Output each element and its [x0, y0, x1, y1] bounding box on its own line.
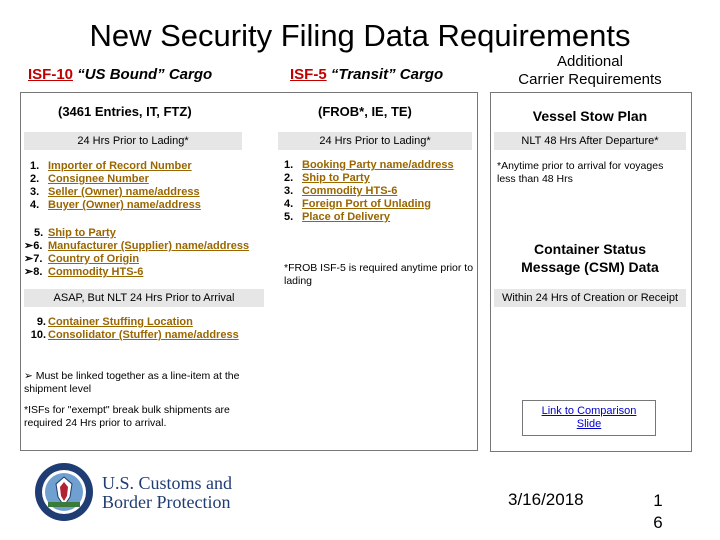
col3-header: [490, 53, 690, 89]
comparison-link[interactable]: [523, 405, 655, 431]
slide-title: New Security Filing Data Requirements: [89, 18, 631, 53]
item-num: 4.: [284, 198, 294, 210]
col3-header-line1: Additional: [557, 53, 623, 70]
item-link[interactable]: Booking Party name/address: [302, 159, 454, 171]
item-num: 1.: [30, 160, 40, 172]
col2-subtitle: (FROB*, IE, TE): [318, 104, 412, 119]
col1-timing-bar: 24 Hrs Prior to Lading*: [24, 132, 242, 150]
list-item: [24, 316, 284, 329]
list-item: [30, 160, 260, 173]
item-num: 2.: [30, 173, 40, 185]
item-link[interactable]: Seller (Owner) name/address: [48, 186, 200, 198]
item-link[interactable]: Consolidator (Stuffer) name/address: [48, 329, 239, 341]
isf10-link[interactable]: ISF-10: [28, 66, 74, 83]
comparison-link-line2[interactable]: Slide: [576, 418, 602, 430]
item-link[interactable]: Container Stuffing Location: [48, 316, 193, 328]
vsp-timing-bar: NLT 48 Hrs After Departure*: [494, 132, 686, 150]
cbp-logo-line1: U.S. Customs and: [102, 473, 233, 493]
list-item: [24, 266, 264, 279]
vsp-note: *Anytime prior to arrival for voyages less than 48 Hrs: [497, 160, 664, 185]
list-item: [30, 186, 260, 199]
line-item-note: ➢ Must be linked together as a line-item at the shipment level: [24, 370, 240, 395]
col2-header-text: “Transit” Cargo: [330, 66, 444, 83]
item-num: 2.: [284, 172, 294, 184]
csm-timing-bar: Within 24 Hrs of Creation or Receipt: [494, 289, 686, 307]
dhs-seal-icon: [34, 462, 94, 522]
item-num: ➢6.: [24, 240, 43, 252]
item-num: ➢8.: [24, 266, 43, 278]
col1-arrival-bar: ASAP, But NLT 24 Hrs Prior to Arrival: [24, 289, 264, 307]
item-link[interactable]: Importer of Record Number: [48, 160, 192, 172]
slide-number-digit2: 6: [653, 513, 663, 532]
list-item: [24, 227, 264, 240]
item-link[interactable]: Commodity HTS-6: [48, 266, 144, 278]
item-link[interactable]: Ship to Party: [302, 172, 370, 184]
list-item: [24, 253, 264, 266]
item-num: 3.: [284, 185, 294, 197]
col3-header-line2: Carrier Requirements: [518, 71, 662, 88]
list-item: [30, 199, 260, 212]
item-num: 3.: [30, 186, 40, 198]
list-item: [284, 172, 474, 185]
slide-number: [648, 490, 668, 534]
col1-header: [28, 66, 268, 83]
item-link[interactable]: Country of Origin: [48, 253, 140, 265]
list-item: [284, 211, 474, 224]
isf5-link[interactable]: ISF-5: [290, 66, 327, 83]
list-item: [24, 329, 284, 342]
list-item: [284, 159, 474, 172]
list-item: [284, 185, 474, 198]
list-item: [24, 240, 264, 253]
break-bulk-note: *ISFs for "exempt" break bulk shipments are required 24 Hrs prior to arrival.: [24, 404, 230, 429]
item-num: 4.: [30, 199, 40, 211]
item-num: 9.: [36, 316, 46, 328]
col2-list: [284, 159, 474, 224]
frob-note: *FROB ISF-5 is required anytime prior to lading: [284, 262, 474, 287]
csm-title: [490, 240, 690, 276]
item-num: 1.: [284, 159, 294, 171]
col1-list-b: [24, 227, 264, 279]
item-link[interactable]: Buyer (Owner) name/address: [48, 199, 201, 211]
item-link[interactable]: Manufacturer (Supplier) name/address: [48, 240, 250, 252]
col2-header: [290, 66, 490, 83]
slide-number-digit1: 1: [653, 491, 663, 510]
item-num: 5.: [34, 227, 44, 239]
item-link[interactable]: Place of Delivery: [302, 211, 391, 223]
col2-timing-bar: 24 Hrs Prior to Lading*: [278, 132, 472, 150]
item-num: 5.: [284, 211, 294, 223]
csm-title-line2: Message (CSM) Data: [521, 259, 659, 275]
csm-title-line1: Container Status: [533, 241, 646, 257]
col1-list-a: [30, 160, 260, 212]
item-link[interactable]: Ship to Party: [48, 227, 116, 239]
list-item: [30, 173, 260, 186]
item-num: 10.: [30, 329, 46, 341]
cbp-logo-line2: Border Protection: [102, 492, 231, 512]
comparison-link-line1[interactable]: Link to Comparison: [541, 405, 637, 417]
col1-subtitle: (3461 Entries, IT, FTZ): [58, 104, 192, 119]
item-link[interactable]: Consignee Number: [48, 173, 149, 185]
list-item: [284, 198, 474, 211]
cbp-logo-text: [102, 474, 232, 512]
item-link[interactable]: Commodity HTS-6: [302, 185, 398, 197]
col1-list-c: [24, 316, 284, 342]
item-num: ➢7.: [24, 253, 43, 265]
item-link[interactable]: Foreign Port of Unlading: [302, 198, 431, 210]
vessel-stow-plan-title: Vessel Stow Plan: [532, 108, 648, 124]
slide-date: 3/16/2018: [508, 490, 584, 509]
col1-header-text: “US Bound” Cargo: [77, 66, 213, 83]
comparison-link-box[interactable]: [522, 400, 656, 436]
